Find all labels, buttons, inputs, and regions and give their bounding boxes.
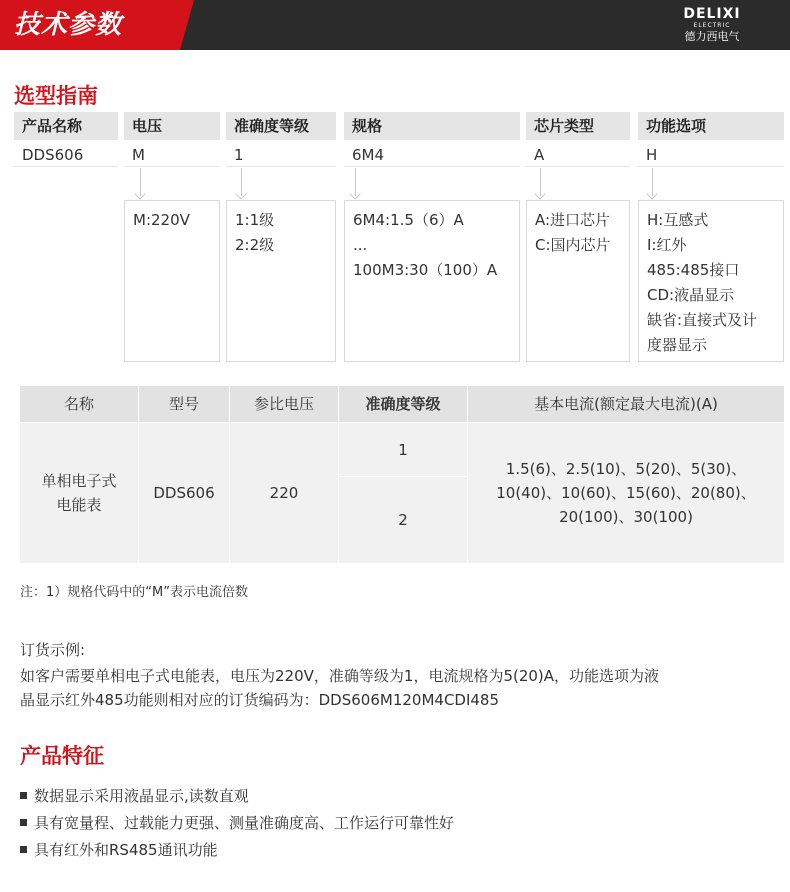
selection-title: 选型指南 <box>14 84 98 108</box>
arrow-chip <box>540 168 541 196</box>
accuracy-options <box>226 200 336 362</box>
spec-header-voltage: 参比电压 <box>230 386 338 422</box>
order-line: 如客户需要单相电子式电能表，电压为220V，准确等级为1，电流规格为5(20)A，功能选项为液 <box>20 667 660 685</box>
arrow-accuracy <box>241 168 242 196</box>
spec-header-current: 基本电流(额定最大电流)(A) <box>468 386 784 422</box>
spec-note: 注：1）规格代码中的“M”表示电流倍数 <box>20 585 248 600</box>
sel-header-product: 产品名称 <box>14 112 118 140</box>
spec-option: 6M4:1.5（6）A <box>353 211 464 229</box>
function-option: H:互感式 <box>647 211 709 229</box>
spec-option: ... <box>353 236 368 254</box>
sel-value-accuracy: 1 <box>226 143 336 167</box>
accuracy-option: 2:2级 <box>235 236 275 254</box>
chip-option: A:进口芯片 <box>535 211 611 229</box>
sel-header-accuracy: 准确度等级 <box>226 112 336 140</box>
sel-header-chip: 芯片类型 <box>526 112 630 140</box>
voltage-options <box>124 200 220 362</box>
spec-options <box>344 200 520 362</box>
function-option: 485:485接口 <box>647 261 740 279</box>
sel-value-voltage: M <box>124 143 220 167</box>
brand-name: DELIXI <box>683 6 741 22</box>
spec-cell-voltage: 220 <box>230 423 338 563</box>
features-title: 产品特征 <box>20 744 104 768</box>
brand-logo <box>668 6 756 44</box>
arrow-voltage <box>140 168 141 196</box>
function-option: I:红外 <box>647 236 687 254</box>
function-option: CD:液晶显示 <box>647 286 735 304</box>
spec-cell-accuracy-1: 1 <box>339 423 467 476</box>
chip-options <box>526 200 630 362</box>
order-text <box>20 664 786 712</box>
accuracy-option: 1:1级 <box>235 211 275 229</box>
spec-name-line: 单相电子式 <box>41 472 117 490</box>
brand-cn: 德力西电气 <box>684 30 740 43</box>
spec-header-name: 名称 <box>20 386 138 422</box>
order-title: 订货示例: <box>20 641 86 659</box>
spec-option: 100M3:30（100）A <box>353 261 498 279</box>
spec-current-line: 1.5(6)、2.5(10)、5(20)、5(30)、 <box>505 460 747 478</box>
spec-cell-accuracy-2: 2 <box>339 477 467 563</box>
feature-item: 具有宽量程、过载能力更强、测量准确度高、工作运行可靠性好 <box>20 813 454 833</box>
order-line: 晶显示红外485功能则相对应的订货编码为：DDS606M120M4CDI485 <box>20 691 500 709</box>
header-title: 技术参数 <box>0 0 180 50</box>
function-option: 度器显示 <box>647 336 708 354</box>
voltage-option: M:220V <box>133 211 190 229</box>
sel-value-function: H <box>638 143 784 167</box>
sel-header-voltage: 电压 <box>124 112 220 140</box>
feature-item: 数据显示采用液晶显示,读数直观 <box>20 786 249 806</box>
spec-current-line: 20(100)、30(100) <box>559 508 693 526</box>
spec-cell-name <box>20 423 138 563</box>
function-options <box>638 200 784 362</box>
sel-value-chip: A <box>526 143 630 167</box>
sel-header-function: 功能选项 <box>638 112 784 140</box>
sel-value-spec: 6M4 <box>344 143 520 167</box>
chip-option: C:国内芯片 <box>535 236 611 254</box>
spec-header-model: 型号 <box>139 386 229 422</box>
spec-current-line: 10(40)、10(60)、15(60)、20(80)、 <box>496 484 756 502</box>
sel-value-product: DDS606 <box>14 143 118 167</box>
arrow-function <box>652 168 653 196</box>
feature-item: 具有红外和RS485通讯功能 <box>20 840 218 860</box>
arrow-spec <box>355 168 356 196</box>
spec-cell-model: DDS606 <box>139 423 229 563</box>
brand-sub: ELECTRIC <box>693 22 731 29</box>
spec-header-accuracy: 准确度等级 <box>339 386 467 422</box>
spec-cell-current <box>468 423 784 563</box>
function-option: 缺省:直接式及计 <box>647 311 758 329</box>
sel-header-spec: 规格 <box>344 112 520 140</box>
spec-name-line: 电能表 <box>56 496 102 514</box>
